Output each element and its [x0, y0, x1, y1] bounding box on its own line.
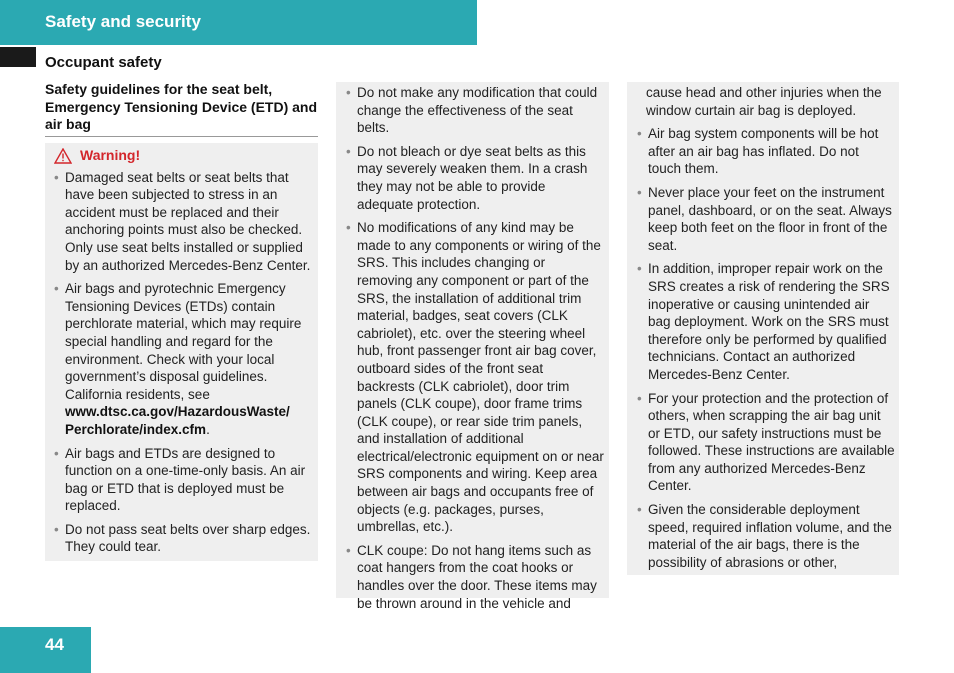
bullet: •	[346, 85, 351, 100]
bullet: •	[637, 261, 642, 277]
list-item	[346, 542, 604, 612]
page-number: 44	[45, 635, 64, 654]
list-item	[637, 260, 895, 383]
list-item	[54, 169, 314, 275]
page-number-box	[0, 627, 91, 673]
guidelines-list-2	[346, 84, 604, 612]
guidelines-panel-2	[336, 82, 609, 611]
bullet: •	[54, 445, 59, 461]
guidelines-panel-3	[627, 82, 899, 575]
list-item-text: No modifications of any kind may be made to any components or wiring of the SRS. This includes changing or removing any component or part of the SRS, the installation of additional trim material, badges, seat covers (CLK cabriolet), etc. over the steering wheel hub, front passenger front air bag cover, outboard sides of the front seat backrests (CLK cabriolet), door trim panels (CLK coupe), door frame trims (CLK coupe), or rear side trim panels, and installation of additional electrical/electronic equipment on or near SRS components and wiring. Keep area between air bags and occupants free of objects (e.g. packages, purses, umbrellas, etc.).	[357, 220, 604, 535]
list-item-text: In addition, improper repair work on the SRS creates a risk of rendering the SRS inoperative or causing unintended air bag deployment. Work on the SRS must therefore only be performed by qualified technicians. Contact an authorized Mercedes-Benz Center.	[648, 261, 890, 382]
list-item-text: Air bags and pyrotechnic Emergency Tensioning Devices (ETDs) contain perchlorate material, which may require special handling and regard for the environment. Check with your local government’s disposal guidelines. California residents, see	[65, 281, 302, 402]
header-bar	[0, 0, 477, 45]
bullet: •	[346, 220, 351, 236]
list-item	[54, 521, 314, 556]
list-item-text: Damaged seat belts or seat belts that have been subjected to stress in an accident must be replaced and their anchoring points must also be checked. Only use seat belts installed or supplied by an authorized Mercedes-Benz Center.	[65, 169, 311, 273]
url-suffix: .	[206, 421, 210, 437]
chapter-title: Safety and security	[45, 12, 201, 31]
list-item-text: For your protection and the protection of others, when scrapping the air bag unit or ETD, our safety instructions must be followed. These instructions are available from any authorized Mercedes-Benz Center.	[648, 390, 895, 494]
section-title: Occupant safety	[45, 54, 162, 71]
dtsc-link-part2[interactable]: Perchlorate/index.cfm	[65, 421, 207, 437]
continuation-text: cause head and other injuries when the window curtain air bag is deployed.	[646, 85, 882, 118]
chapter-tab-marker	[0, 47, 36, 67]
bullet: •	[54, 281, 59, 297]
list-item-text: CLK coupe: Do not hang items such as coat hangers from the coat hooks or handles over the door. These items may be thrown around in the vehicle and	[357, 542, 597, 611]
warning-label: Warning!	[80, 147, 141, 163]
bullet: •	[54, 521, 59, 537]
list-item	[54, 445, 314, 515]
warning-panel	[45, 143, 318, 561]
list-item-text: Do not bleach or dye seat belts as this may severely weaken them. In a crash they may not be able to provide adequate protection.	[357, 143, 588, 212]
list-item	[637, 125, 895, 178]
list-item	[637, 184, 895, 254]
warning-heading	[54, 147, 314, 165]
list-item-text: Air bag system components will be hot after an air bag has inflated. Do not touch them.	[648, 126, 879, 177]
guidelines-list-3	[637, 125, 895, 571]
list-item-text: Given the considerable deployment speed, required inflation volume, and the material of the air bags, there is the possibility of abrasions or other,	[648, 502, 892, 570]
subheading: Safety guidelines for the seat belt, Emergency Tensioning Device (ETD) and air bag	[45, 81, 318, 137]
warning-list	[54, 169, 314, 556]
list-item	[346, 84, 604, 137]
list-item	[346, 143, 604, 213]
bullet: •	[346, 542, 351, 558]
bullet: •	[637, 184, 642, 200]
list-item-text: Air bags and ETDs are designed to function on a one-time-only basis. An air bag or ETD that is deployed must be replaced.	[65, 445, 306, 514]
list-item-text: Do not pass seat belts over sharp edges. They could tear.	[65, 521, 311, 555]
bullet: •	[637, 502, 642, 518]
bullet: •	[637, 390, 642, 406]
warning-triangle-icon	[54, 148, 72, 164]
list-item	[637, 390, 895, 496]
bullet: •	[346, 143, 351, 159]
list-item-text: Do not make any modification that could change the effectiveness of the seat belts.	[357, 85, 598, 136]
list-item	[637, 501, 895, 571]
list-item-text: Never place your feet on the instrument panel, dashboard, or on the seat. Always keep both feet on the floor in front of the seat.	[648, 184, 892, 253]
bullet: •	[637, 126, 642, 142]
list-item	[346, 219, 604, 536]
dtsc-link-part1[interactable]: www.dtsc.ca.gov/HazardousWaste/	[65, 404, 290, 420]
list-item	[54, 280, 314, 438]
bullet: •	[54, 169, 59, 185]
